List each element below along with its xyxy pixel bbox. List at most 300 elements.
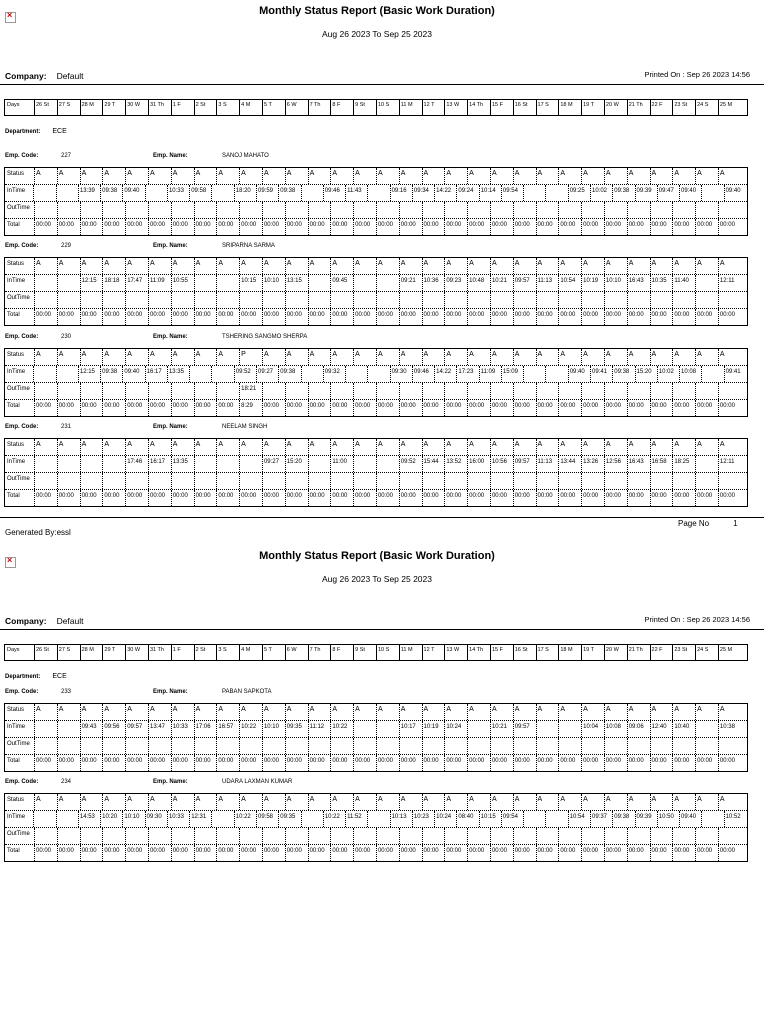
company-line (5, 616, 84, 626)
attendance-cell: 00:00 (217, 845, 240, 861)
attendance-cell: 00:00 (468, 400, 491, 416)
attendance-cell (491, 828, 514, 844)
attendance-cell: A (582, 439, 605, 455)
day-header-cell: 3 S (217, 100, 240, 115)
day-header-cell: 10 S (377, 100, 400, 115)
attendance-cell: 14:22 (435, 366, 457, 382)
attendance-cell: A (263, 258, 286, 274)
attendance-cell: A (559, 704, 582, 720)
day-header-cell: 31 Th (149, 645, 172, 660)
attendance-cell (696, 456, 719, 472)
emp-code-value: 233 (61, 689, 72, 695)
attendance-cell: A (559, 439, 582, 455)
attendance-grid (4, 703, 748, 772)
attendance-cell (81, 738, 104, 754)
attendance-cell (423, 292, 446, 308)
attendance-cell (286, 383, 309, 399)
attendance-cell: 00:00 (354, 400, 377, 416)
row-label: InTime (5, 721, 35, 737)
attendance-cell (537, 828, 560, 844)
attendance-cell: 11:12 (309, 721, 332, 737)
attendance-cell: A (673, 704, 696, 720)
attendance-cell: 00:00 (103, 219, 126, 235)
attendance-cell (377, 292, 400, 308)
attendance-cell (195, 456, 218, 472)
attendance-cell: 09:38 (279, 185, 301, 201)
attendance-cell (240, 738, 263, 754)
attendance-cell: 10:08 (605, 721, 628, 737)
attendance-cell: 00:00 (331, 490, 354, 506)
attendance-cell (605, 292, 628, 308)
attendance-cell: 00:00 (149, 219, 172, 235)
attendance-cell: 09:35 (286, 721, 309, 737)
attendance-cell: A (331, 349, 354, 365)
attendance-cell: 00:00 (263, 755, 286, 771)
row-label: OutTime (5, 473, 35, 489)
row-label: OutTime (5, 738, 35, 754)
attendance-grid (4, 793, 748, 862)
attendance-cell: A (696, 349, 719, 365)
attendance-row-outtime (5, 738, 747, 755)
attendance-cell (537, 292, 560, 308)
attendance-cell: 00:00 (400, 400, 423, 416)
attendance-cell (58, 202, 81, 218)
attendance-cell: 00:00 (354, 755, 377, 771)
attendance-cell (696, 202, 719, 218)
attendance-cell (468, 738, 491, 754)
attendance-cell (582, 292, 605, 308)
attendance-cell: A (605, 168, 628, 184)
attendance-cell: A (81, 168, 104, 184)
attendance-cell: 00:00 (126, 219, 149, 235)
attendance-cell: 00:00 (81, 490, 104, 506)
attendance-cell: 00:00 (172, 309, 195, 325)
attendance-cell: A (103, 794, 126, 810)
attendance-cell: A (377, 168, 400, 184)
attendance-cell (651, 292, 674, 308)
attendance-cell: 00:00 (537, 400, 560, 416)
attendance-cell (377, 275, 400, 291)
attendance-cell: A (514, 258, 537, 274)
attendance-cell (445, 383, 468, 399)
attendance-cell: A (445, 168, 468, 184)
attendance-cell: A (673, 168, 696, 184)
attendance-cell: 00:00 (673, 490, 696, 506)
attendance-cell (524, 185, 546, 201)
day-header-cell: 22 F (651, 100, 674, 115)
attendance-cell: 15:20 (286, 456, 309, 472)
employee-header (5, 153, 745, 159)
attendance-cell (172, 202, 195, 218)
attendance-cell: 09:06 (628, 721, 651, 737)
attendance-cell: 09:57 (514, 456, 537, 472)
attendance-cell: A (126, 349, 149, 365)
attendance-grid (4, 257, 748, 326)
day-header-cell: 8 F (331, 645, 354, 660)
attendance-cell: 00:00 (514, 490, 537, 506)
day-header-cell: 12 T (423, 100, 446, 115)
attendance-cell: 00:00 (58, 490, 81, 506)
attendance-cell (126, 738, 149, 754)
attendance-cell (423, 473, 446, 489)
day-header-cell: 1 F (172, 645, 195, 660)
attendance-cell (400, 202, 423, 218)
attendance-cell: A (605, 704, 628, 720)
attendance-cell (263, 738, 286, 754)
attendance-cell (491, 383, 514, 399)
attendance-cell (546, 185, 568, 201)
attendance-cell (302, 366, 324, 382)
attendance-cell: 00:00 (423, 219, 446, 235)
attendance-cell (58, 738, 81, 754)
attendance-cell: 00:00 (263, 845, 286, 861)
page-no-value: 1 (733, 519, 738, 528)
attendance-cell: 18:21 (240, 383, 263, 399)
day-header-cell: 23 St (673, 100, 696, 115)
attendance-cell: A (628, 349, 651, 365)
attendance-cell: 16:58 (651, 456, 674, 472)
attendance-cell: 00:00 (673, 309, 696, 325)
attendance-cell (400, 828, 423, 844)
attendance-cell: A (377, 439, 400, 455)
attendance-cell (537, 202, 560, 218)
attendance-cell: 09:40 (569, 366, 591, 382)
emp-name-value: PABAN SAPKOTA (222, 689, 272, 695)
attendance-cell: A (400, 439, 423, 455)
attendance-cell: 00:00 (81, 755, 104, 771)
attendance-cell: A (673, 349, 696, 365)
attendance-cell: 00:00 (468, 219, 491, 235)
attendance-cell (149, 473, 172, 489)
attendance-cell: 09:41 (725, 369, 741, 375)
attendance-cell: 00:00 (559, 490, 582, 506)
attendance-cell: 09:25 (569, 185, 591, 201)
attendance-cell: 00:00 (651, 400, 674, 416)
attendance-cell (377, 721, 400, 737)
attendance-cell: 13:26 (582, 456, 605, 472)
attendance-cell: A (331, 439, 354, 455)
attendance-cell: 00:00 (445, 309, 468, 325)
report-title: Monthly Status Report (Basic Work Duration) (259, 5, 495, 17)
attendance-cell: 00:00 (263, 309, 286, 325)
attendance-cell: 09:27 (257, 366, 279, 382)
attendance-cell: A (605, 439, 628, 455)
day-header-cell: 12 T (423, 645, 446, 660)
attendance-cell: 09:34 (413, 185, 435, 201)
day-header-cell: 8 F (331, 100, 354, 115)
attendance-cell: A (537, 349, 560, 365)
attendance-cell (559, 292, 582, 308)
attendance-cell: 00:00 (286, 845, 309, 861)
attendance-cell (423, 383, 446, 399)
company-label: Company: (5, 616, 47, 626)
attendance-cell: A (309, 168, 332, 184)
attendance-cell: 10:19 (582, 275, 605, 291)
day-header-cell: 29 T (103, 100, 126, 115)
row-label: Status (5, 349, 35, 365)
attendance-cell: A (423, 794, 446, 810)
attendance-cell: 00:00 (491, 400, 514, 416)
attendance-cell: A (331, 794, 354, 810)
attendance-cell (559, 738, 582, 754)
day-header-cell: 29 T (103, 645, 126, 660)
attendance-cell (217, 738, 240, 754)
attendance-cell: 00:00 (651, 219, 674, 235)
attendance-cell: A (35, 349, 58, 365)
attendance-cell: 11:09 (480, 366, 502, 382)
attendance-cell (445, 828, 468, 844)
attendance-cell: 00:00 (149, 755, 172, 771)
attendance-cell: 10:10 (605, 275, 628, 291)
attendance-cell: A (354, 794, 377, 810)
attendance-cell: A (58, 794, 81, 810)
department-label: Department: (5, 129, 41, 135)
attendance-cell: 00:00 (331, 219, 354, 235)
attendance-cell: 15:44 (423, 456, 446, 472)
attendance-cell (491, 738, 514, 754)
day-header-cell: 17 S (537, 645, 560, 660)
attendance-cell: A (286, 704, 309, 720)
day-header-cell: 2 St (195, 645, 218, 660)
day-header-cell: 9 St (354, 645, 377, 660)
attendance-cell: A (58, 439, 81, 455)
attendance-cell: A (309, 258, 332, 274)
attendance-cell: 12:11 (719, 459, 735, 465)
attendance-cell: 13:39 (79, 185, 101, 201)
attendance-cell: 00:00 (286, 490, 309, 506)
attendance-cell: 00:00 (103, 845, 126, 861)
attendance-cell: 00:00 (537, 845, 560, 861)
attendance-cell: 10:15 (480, 811, 502, 827)
attendance-cell: 00:00 (240, 219, 263, 235)
row-label: Total (5, 490, 35, 506)
attendance-row-outtime (5, 828, 747, 845)
attendance-cell: A (103, 168, 126, 184)
attendance-cell (217, 292, 240, 308)
attendance-cell: A (286, 168, 309, 184)
attendance-cell: 00:00 (377, 845, 400, 861)
attendance-cell (468, 292, 491, 308)
attendance-row-total (5, 309, 747, 325)
attendance-cell: A (81, 704, 104, 720)
attendance-cell (354, 275, 377, 291)
attendance-cell: A (126, 704, 149, 720)
attendance-cell: A (491, 258, 514, 274)
attendance-cell: 00:00 (445, 845, 468, 861)
attendance-row-intime (5, 811, 747, 828)
day-header-cell: 19 T (582, 645, 605, 660)
attendance-cell: 00:00 (377, 490, 400, 506)
attendance-cell: A (582, 704, 605, 720)
attendance-cell (81, 828, 104, 844)
attendance-cell (514, 473, 537, 489)
attendance-cell: A (400, 349, 423, 365)
attendance-cell: 10:13 (391, 811, 413, 827)
attendance-cell: 00:00 (696, 400, 719, 416)
attendance-cell: A (103, 439, 126, 455)
attendance-cell: A (491, 349, 514, 365)
day-header-cell: 5 T (263, 100, 286, 115)
attendance-cell: 00:00 (126, 755, 149, 771)
attendance-cell: A (172, 258, 195, 274)
attendance-cell: 00:00 (35, 309, 58, 325)
attendance-cell: 12:15 (79, 366, 101, 382)
attendance-cell (331, 473, 354, 489)
attendance-cell: 00:00 (514, 219, 537, 235)
day-header-cell: 6 W (286, 645, 309, 660)
attendance-cell (468, 828, 491, 844)
day-header-cell: 5 T (263, 645, 286, 660)
attendance-cell: 00:00 (58, 755, 81, 771)
attendance-cell: A (673, 794, 696, 810)
attendance-cell: A (286, 258, 309, 274)
attendance-cell: A (81, 439, 104, 455)
row-label: InTime (5, 366, 34, 382)
attendance-cell: 09:38 (101, 366, 123, 382)
attendance-cell: 00:00 (195, 845, 218, 861)
attendance-cell (346, 366, 368, 382)
attendance-cell: 00:00 (240, 490, 263, 506)
attendance-cell: 10:10 (263, 275, 286, 291)
attendance-cell: 09:39 (636, 811, 658, 827)
attendance-cell: 10:17 (400, 721, 423, 737)
attendance-cell (696, 383, 719, 399)
attendance-row-intime (5, 721, 747, 738)
attendance-cell: 10:33 (172, 721, 195, 737)
attendance-cell (719, 738, 742, 754)
attendance-cell: 00:00 (582, 845, 605, 861)
attendance-cell: 12:31 (190, 811, 212, 827)
day-header-cell: 4 M (240, 645, 263, 660)
attendance-cell: A (35, 704, 58, 720)
attendance-cell (673, 202, 696, 218)
attendance-row-intime (5, 275, 747, 292)
attendance-cell (286, 828, 309, 844)
attendance-cell: A (263, 168, 286, 184)
page-number (678, 519, 738, 528)
attendance-cell: 00:00 (445, 755, 468, 771)
attendance-cell: 09:46 (324, 185, 346, 201)
attendance-cell (368, 811, 390, 827)
attendance-cell: A (628, 794, 651, 810)
attendance-cell (628, 202, 651, 218)
attendance-cell: 00:00 (58, 309, 81, 325)
attendance-cell (702, 185, 724, 201)
attendance-cell: A (559, 349, 582, 365)
attendance-cell: 00:00 (217, 400, 240, 416)
attendance-cell: 10:22 (324, 811, 346, 827)
attendance-cell (400, 383, 423, 399)
attendance-cell (58, 473, 81, 489)
attendance-cell: 16:00 (468, 456, 491, 472)
attendance-cell: 09:54 (502, 185, 524, 201)
attendance-cell: 09:16 (391, 185, 413, 201)
attendance-cell: 10:50 (658, 811, 680, 827)
attendance-cell: A (103, 704, 126, 720)
attendance-cell (651, 738, 674, 754)
attendance-cell: 09:40 (123, 366, 145, 382)
attendance-cell (149, 202, 172, 218)
attendance-cell: 10:22 (240, 721, 263, 737)
attendance-cell (172, 383, 195, 399)
company-label: Company: (5, 71, 47, 81)
day-header-cell: 13 W (445, 645, 468, 660)
attendance-cell (468, 473, 491, 489)
attendance-cell (172, 738, 195, 754)
attendance-cell (400, 738, 423, 754)
attendance-cell (524, 366, 546, 382)
attendance-cell: A (58, 168, 81, 184)
attendance-cell: A (377, 349, 400, 365)
attendance-cell: 10:35 (651, 275, 674, 291)
attendance-cell (582, 473, 605, 489)
attendance-cell (286, 202, 309, 218)
attendance-cell: A (354, 168, 377, 184)
attendance-cell: 13:44 (559, 456, 582, 472)
attendance-cell: A (423, 258, 446, 274)
row-label: OutTime (5, 828, 35, 844)
attendance-cell: 00:00 (491, 309, 514, 325)
attendance-cell (468, 721, 491, 737)
attendance-cell: A (514, 439, 537, 455)
attendance-row-outtime (5, 292, 747, 309)
attendance-cell: 09:38 (613, 185, 635, 201)
attendance-cell: A (195, 439, 218, 455)
attendance-cell: A (354, 349, 377, 365)
day-header-cell: 2 St (195, 100, 218, 115)
attendance-cell: A (126, 168, 149, 184)
attendance-cell (149, 292, 172, 308)
attendance-cell: 00:00 (240, 845, 263, 861)
attendance-cell: 10:40 (673, 721, 696, 737)
attendance-cell: 00:00 (195, 309, 218, 325)
attendance-cell: 00:00 (400, 755, 423, 771)
attendance-cell: 00:00 (331, 845, 354, 861)
attendance-cell (445, 473, 468, 489)
attendance-cell: A (696, 258, 719, 274)
report-title: Monthly Status Report (Basic Work Duration) (259, 550, 495, 562)
emp-name-label: Emp. Name: (153, 424, 188, 430)
emp-code-value: 234 (61, 779, 72, 785)
attendance-cell (377, 473, 400, 489)
emp-code-value: 231 (61, 424, 72, 430)
attendance-cell: 00:00 (126, 309, 149, 325)
attendance-cell: A (240, 258, 263, 274)
attendance-cell: 00:00 (195, 490, 218, 506)
attendance-cell: 00:00 (81, 219, 104, 235)
attendance-cell (605, 473, 628, 489)
attendance-cell: A (582, 794, 605, 810)
attendance-cell: 00:00 (58, 845, 81, 861)
attendance-cell (354, 456, 377, 472)
attendance-cell (126, 473, 149, 489)
department-value: ECE (52, 128, 67, 135)
attendance-cell: 10:21 (491, 721, 514, 737)
attendance-cell: 09:38 (101, 185, 123, 201)
attendance-cell: 10:52 (725, 814, 741, 820)
attendance-cell (172, 828, 195, 844)
attendance-cell: 00:00 (605, 309, 628, 325)
attendance-cell (354, 721, 377, 737)
attendance-cell: 00:00 (35, 755, 58, 771)
attendance-cell (81, 383, 104, 399)
attendance-cell (309, 828, 332, 844)
row-label: InTime (5, 185, 34, 201)
day-header-cell: 22 F (651, 645, 674, 660)
attendance-cell: A (172, 168, 195, 184)
attendance-cell: 00:00 (354, 309, 377, 325)
attendance-cell: 00:00 (149, 309, 172, 325)
